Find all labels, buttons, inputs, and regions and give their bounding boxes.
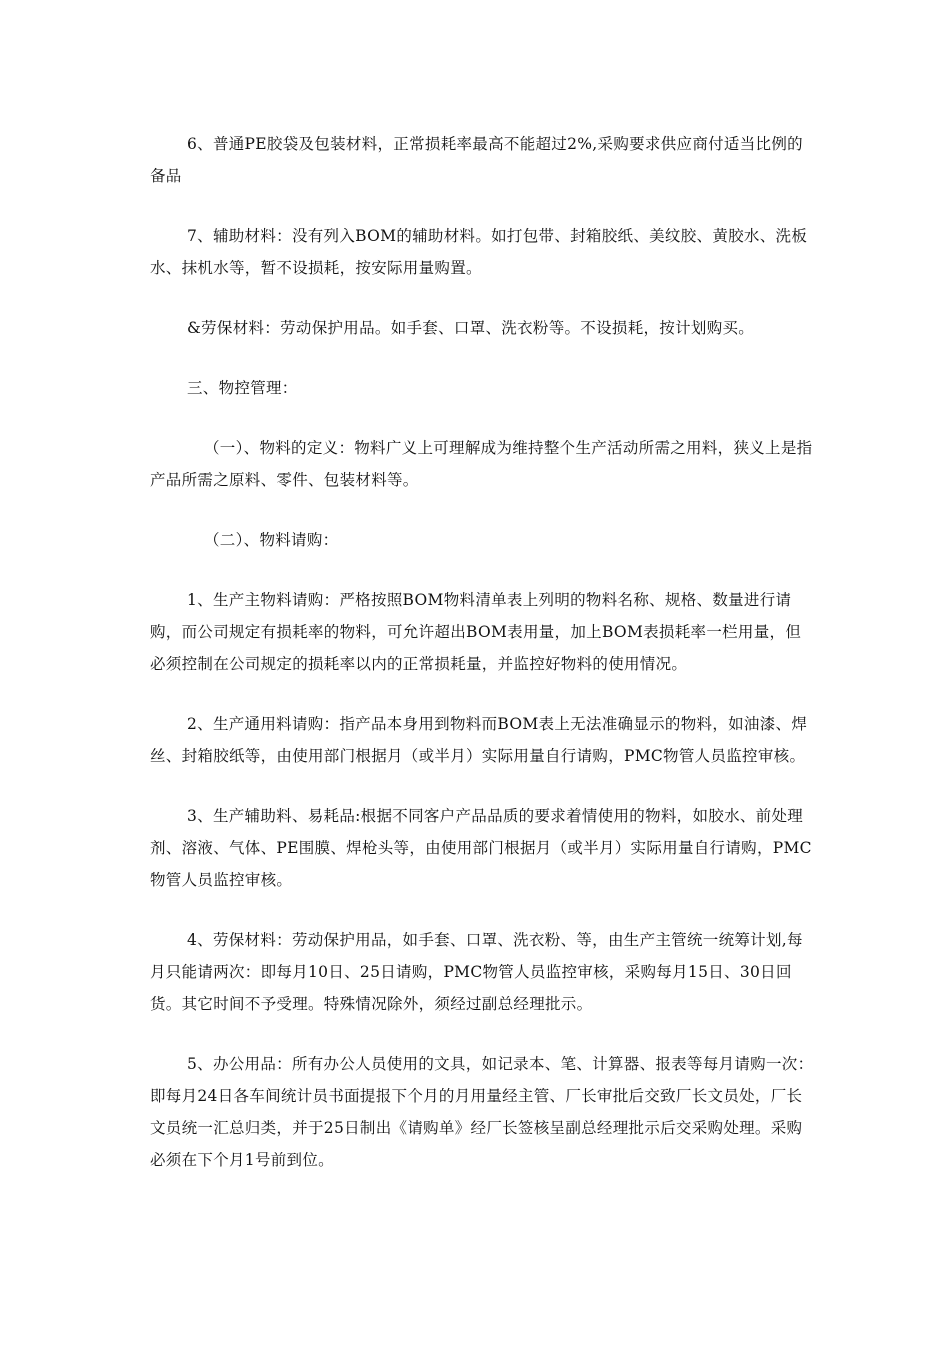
requisition-item-4: 4、劳保材料：劳动保护用品，如手套、口罩、洗衣粉、等，由生产主管统一统筹计划,每月只能请两次：即每月10日、25日请购，PMC物管人员监控审核，采购每月15日、30日回货。其它时间不予受理。特殊情况除外，须经过副总经理批示。 (150, 931, 803, 1013)
requisition-item-3: 3、生产辅助料、易耗品:根据不同客户产品品质的要求着情使用的物料，如胶水、前处理剂、溶液、气体、PE围膜、焊枪头等，由使用部门根据月（或半月）实际用量自行请购，PMC物管人员监控审核。 (150, 807, 812, 889)
paragraph-item-6: 6、普通PE胶袋及包装材料，正常损耗率最高不能超过2%,采购要求供应商付适当比例的备品 (150, 135, 803, 185)
subsection-heading-requisition: （二）、物料请购： (204, 531, 339, 549)
section-heading-3: 三、物控管理： (187, 379, 298, 397)
paragraph-item-8: &劳保材料：劳动保护用品。如手套、口罩、洗衣粉等。不设损耗，按计划购买。 (187, 319, 755, 337)
requisition-item-2: 2、生产通用料请购：指产品本身用到物料而BOM表上无法准确显示的物料，如油漆、焊丝、封箱胶纸等，由使用部门根据月（或半月）实际用量自行请购，PMC物管人员监控审核。 (150, 715, 808, 765)
requisition-item-1: 1、生产主物料请购：严格按照BOM物料清单表上列明的物料名称、规格、数量进行请购，而公司规定有损耗率的物料，可允许超出BOM表用量，加上BOM表损耗率一栏用量，但必须控制在公司规定的损耗率以内的正常损耗量，并监控好物料的使用情况。 (150, 591, 802, 673)
requisition-item-5: 5、办公用品：所有办公人员使用的文具，如记录本、笔、计算器、报表等每月请购一次：即每月24日各车间统计员书面提报下个月的月用量经主管、厂长审批后交致厂长文员处，厂长文员统一汇总归类，并于25日制出《请购单》经厂长签核呈副总经理批示后交采购处理。采购必须在下个月1号前到位。 (150, 1055, 814, 1169)
document-body (150, 128, 815, 1176)
paragraph-item-7: 7、辅助材料：没有列入BOM的辅助材料。如打包带、封箱胶纸、美纹胶、黄胶水、洗板水、抹机水等，暂不设损耗，按安际用量购置。 (150, 227, 808, 277)
subsection-definition: （一）、物料的定义：物料广义上可理解成为维持整个生产活动所需之用料，狭义上是指产品所需之原料、零件、包装材料等。 (150, 439, 813, 489)
